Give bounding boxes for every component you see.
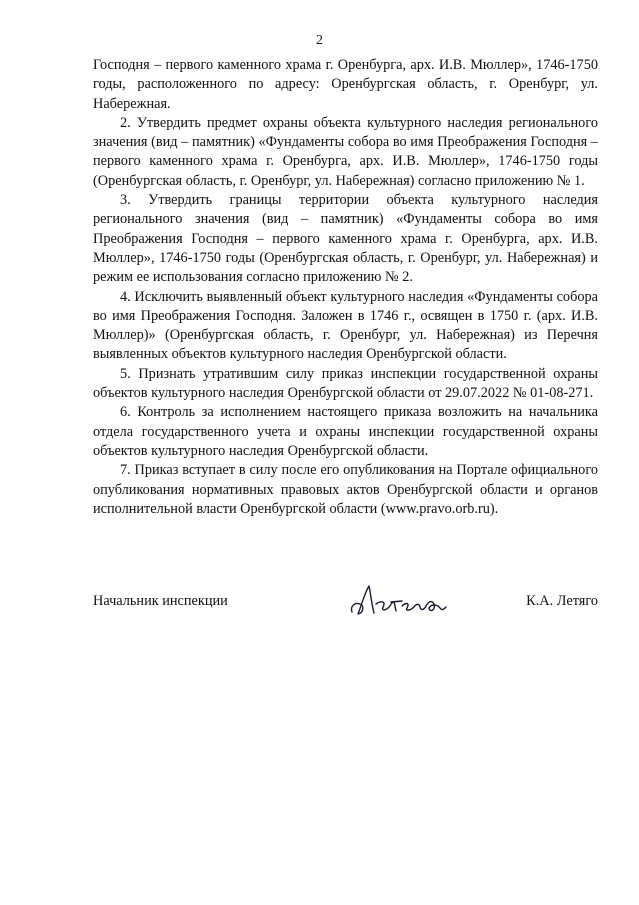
signature-block: [93, 580, 598, 620]
document-body: [93, 56, 598, 519]
paragraph-item-4: 4. Исключить выявленный объект культурного наследия «Фундаменты собора во имя Преображения Господня. Заложен в 1746 г., освящен в 1750 г. (арх. И.В. Мюллер)» (Оренбургская область, г. Оренбург, ул. Набережная) из Перечня выявленных объектов культурного наследия Оренбургской области.: [93, 288, 598, 363]
paragraph-item-5: 5. Признать утратившим силу приказ инспекции государственной охраны объектов культурного наследия Оренбургской области от 29.07.2022 № 01-08-271.: [93, 365, 598, 402]
page-number: 2: [316, 33, 323, 48]
signatory-name: К.А. Летяго: [526, 593, 598, 609]
paragraph-item-3: 3. Утвердить границы территории объекта культурного наследия регионального значения (вид – памятник) «Фундаменты собора во имя Преображения Господня – первого каменного храма г. Оренбурга, арх. И.В. Мюллер», 1746-1750 годы (Оренбургская область, г. Оренбург, ул. Набережная) и режим ее использования согласно приложению № 2.: [93, 192, 598, 286]
paragraph-item-2: 2. Утвердить предмет охраны объекта культурного наследия регионального значения (вид – памятник) «Фундаменты собора во имя Преображения Господня – первого каменного храма г. Оренбурга, арх. И.В. Мюллер», 1746-1750 годы (Оренбургская область, г. Оренбург, ул. Набережная) согласно приложению № 1.: [93, 114, 598, 189]
handwritten-signature: [346, 580, 456, 620]
paragraph-item-7: 7. Приказ вступает в силу после его опубликования на Портале официального опубликования нормативных правовых актов Оренбургской области и органов исполнительной власти Оренбургской области (www.pravo.orb.ru).: [93, 462, 598, 517]
signatory-title: Начальник инспекции: [93, 593, 228, 609]
paragraph-continuation: Господня – первого каменного храма г. Оренбурга, арх. И.В. Мюллер», 1746-1750 годы, расположенного по адресу: Оренбургская область, г. Оренбург, ул. Набережная.: [93, 57, 598, 112]
paragraph-item-6: 6. Контроль за исполнением настоящего приказа возложить на начальника отдела государственного учета и охраны инспекции государственной охраны объектов культурного наследия Оренбургской области.: [93, 404, 598, 459]
